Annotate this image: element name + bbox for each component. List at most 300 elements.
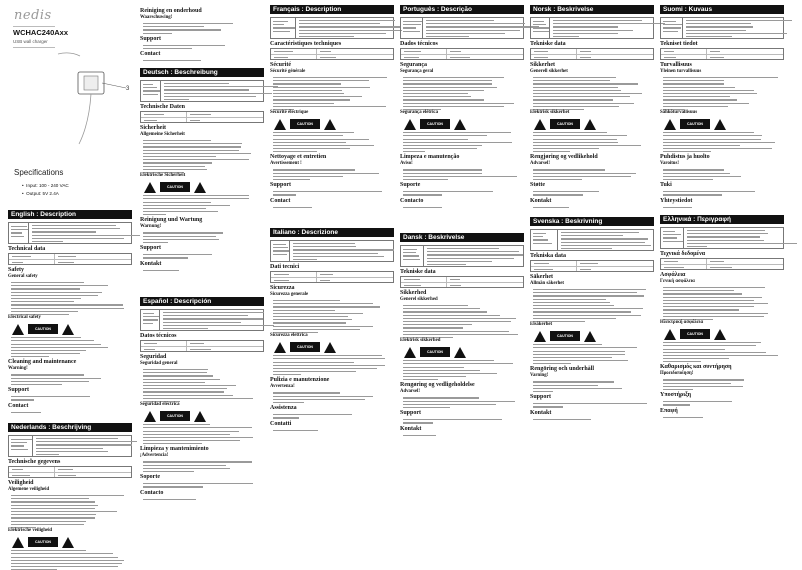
text-line xyxy=(561,242,645,243)
language-section-pt xyxy=(400,5,524,208)
text-line xyxy=(144,120,157,121)
warning-triangle-icon xyxy=(194,182,206,193)
text-line xyxy=(403,148,477,149)
text-line xyxy=(663,21,676,22)
text-line xyxy=(143,499,196,500)
text-line xyxy=(403,80,492,81)
text-line xyxy=(403,419,502,420)
technical-data-table xyxy=(660,48,784,60)
text-line xyxy=(11,292,102,293)
text-line xyxy=(273,142,346,143)
text-line xyxy=(427,258,514,259)
warning-triangle-icon xyxy=(144,411,156,422)
text-line xyxy=(533,347,637,348)
text-line xyxy=(143,23,233,24)
text-line xyxy=(293,253,378,254)
text-line xyxy=(580,263,598,264)
text-line xyxy=(663,401,732,402)
caution-box xyxy=(28,324,58,334)
function-list xyxy=(161,81,278,101)
text-line xyxy=(533,381,614,382)
text-line xyxy=(403,145,482,146)
text-line xyxy=(11,229,28,230)
text-line xyxy=(450,285,461,286)
product-subtitle: USB wall charger xyxy=(13,39,48,44)
text-line xyxy=(143,395,233,396)
text-line xyxy=(534,263,549,264)
text-line xyxy=(534,269,553,270)
warning-heading: Avvertenza! xyxy=(270,384,295,390)
language-section-fr xyxy=(270,5,394,208)
text-line xyxy=(403,24,421,25)
warning-triangle-icon xyxy=(274,119,286,130)
table-cell xyxy=(271,49,317,54)
spec-item: • Input: 100 - 240 VAC xyxy=(22,183,69,188)
text-line xyxy=(533,388,622,389)
general-safety-heading: Allmän säkerhet xyxy=(530,281,564,286)
text-line xyxy=(533,363,571,364)
text-line xyxy=(143,471,194,472)
text-line xyxy=(533,96,630,97)
warning-triangle-icon xyxy=(404,119,416,130)
text-line xyxy=(143,398,253,399)
text-line xyxy=(710,51,720,52)
text-line xyxy=(663,404,690,405)
table-cell xyxy=(55,473,76,478)
text-line xyxy=(403,334,518,335)
text-line xyxy=(427,254,523,255)
text-line xyxy=(273,306,380,307)
caution-box xyxy=(680,119,710,129)
caution-text: CAUTION xyxy=(427,350,443,355)
text-line xyxy=(299,33,387,34)
text-line xyxy=(11,295,98,296)
table-row xyxy=(271,278,393,283)
text-line xyxy=(580,57,591,58)
text-line xyxy=(36,451,108,452)
text-line xyxy=(663,169,724,170)
text-line xyxy=(299,30,402,31)
text-line xyxy=(403,331,509,332)
technical-data-heading: Technische gegevens xyxy=(8,459,61,465)
text-line xyxy=(553,30,632,31)
contact-heading: Kontakt xyxy=(530,197,552,204)
text-line xyxy=(663,77,778,78)
text-line xyxy=(143,60,201,61)
text-line xyxy=(404,285,421,286)
safety-heading: Seguridad xyxy=(140,354,167,360)
text-line xyxy=(533,295,644,296)
text-line xyxy=(36,448,103,449)
text-line xyxy=(663,87,735,88)
text-line xyxy=(143,33,172,34)
caution-text: CAUTION xyxy=(35,540,51,545)
text-line xyxy=(686,26,753,27)
text-line xyxy=(403,90,484,91)
text-line xyxy=(143,486,203,487)
text-line xyxy=(663,31,678,32)
table-cell xyxy=(661,259,707,264)
table-row xyxy=(661,265,783,270)
part-list xyxy=(401,18,423,38)
product-model: WCHAC240Axx xyxy=(13,28,69,37)
text-line xyxy=(663,24,682,25)
text-line xyxy=(274,51,293,52)
table-cell xyxy=(141,341,187,346)
text-line xyxy=(533,24,546,25)
text-line xyxy=(403,142,512,143)
text-line xyxy=(403,21,422,22)
text-line xyxy=(273,93,344,94)
description-table xyxy=(400,245,524,267)
text-line xyxy=(273,145,374,146)
cleaning-heading: Cleaning and maintenance xyxy=(8,359,77,366)
text-line xyxy=(143,369,208,370)
text-line xyxy=(299,20,395,21)
caution-box xyxy=(420,119,450,129)
caution-text: CAUTION xyxy=(167,414,183,419)
text-line xyxy=(11,353,80,354)
text-line xyxy=(533,142,618,143)
text-line xyxy=(320,57,336,58)
safety-heading: Sikkerhed xyxy=(400,290,427,296)
text-line xyxy=(553,20,642,21)
text-line xyxy=(144,343,157,344)
warning-triangle-icon xyxy=(62,537,74,548)
text-line xyxy=(663,173,730,174)
text-line xyxy=(663,237,677,238)
caution-text: CAUTION xyxy=(557,122,573,127)
text-line xyxy=(11,553,113,554)
technical-data-heading: Caractéristiques techniques xyxy=(270,41,342,47)
text-line xyxy=(143,440,240,441)
text-line xyxy=(164,83,229,84)
text-line xyxy=(273,194,296,195)
text-line xyxy=(143,214,166,215)
language-header: Svenska : Beskrivning xyxy=(530,217,654,226)
text-line xyxy=(273,99,350,100)
text-line xyxy=(273,207,312,208)
text-line xyxy=(663,207,692,208)
text-line xyxy=(11,347,108,348)
language-header: Suomi : Kuvaus xyxy=(660,5,784,14)
text-line xyxy=(426,20,493,21)
text-line xyxy=(164,96,256,97)
warning-triangle-icon xyxy=(714,119,726,130)
text-line xyxy=(143,257,188,258)
electrical-safety-heading: Electrical safety xyxy=(8,315,41,321)
table-cell xyxy=(9,254,55,259)
general-safety-heading: Segurança geral xyxy=(400,69,434,74)
text-line xyxy=(11,308,124,309)
table-cell xyxy=(317,49,331,54)
technical-data-table xyxy=(8,253,132,265)
caution-label xyxy=(144,181,264,193)
text-line xyxy=(533,135,627,136)
part-list xyxy=(661,228,684,248)
text-line xyxy=(533,179,582,180)
text-line xyxy=(32,225,116,226)
technical-data-heading: Dati tecnici xyxy=(270,264,300,270)
text-line xyxy=(143,153,251,154)
safety-heading: Veiligheid xyxy=(8,480,34,486)
safety-heading: Turvallisuus xyxy=(660,62,692,68)
support-heading: Support xyxy=(270,182,292,189)
caution-box xyxy=(550,119,580,129)
table-cell xyxy=(707,55,724,60)
text-line xyxy=(11,337,81,338)
description-table xyxy=(8,222,132,244)
table-cell xyxy=(55,254,76,259)
language-section-de xyxy=(140,68,264,271)
cleaning-heading: Reiniging en onderhoud xyxy=(140,8,202,14)
text-line xyxy=(663,417,703,418)
text-line xyxy=(663,379,744,380)
general-safety-heading: Yleinen turvallisuus xyxy=(660,69,702,74)
text-line xyxy=(687,246,707,247)
table-cell xyxy=(401,49,447,54)
text-line xyxy=(663,145,740,146)
text-line xyxy=(533,403,647,404)
electrical-safety-heading: Sicurezza elettrica xyxy=(270,333,308,339)
text-line xyxy=(663,386,743,387)
table-cell xyxy=(141,112,187,117)
text-line xyxy=(403,370,480,371)
text-line xyxy=(11,301,74,302)
text-line xyxy=(664,267,684,268)
text-line xyxy=(143,388,227,389)
text-line xyxy=(143,313,154,314)
contact-heading: Kontakt xyxy=(400,425,422,432)
language-header: Ελληνικά : Περιγραφή xyxy=(660,215,784,224)
text-line xyxy=(11,288,80,289)
text-line xyxy=(143,146,241,147)
text-line xyxy=(663,151,711,152)
divider xyxy=(13,26,55,27)
warning-heading: ¡Advertencia! xyxy=(140,453,169,459)
text-line xyxy=(427,264,466,265)
description-table xyxy=(660,17,784,39)
text-line xyxy=(686,23,751,24)
text-line xyxy=(12,256,31,257)
warning-heading: Advarsel! xyxy=(530,161,550,167)
text-line xyxy=(11,350,86,351)
text-line xyxy=(663,287,765,288)
text-line xyxy=(58,256,76,257)
text-line xyxy=(143,198,249,199)
warning-triangle-icon xyxy=(584,119,596,130)
table-row xyxy=(141,118,263,123)
text-line xyxy=(273,31,290,32)
text-line xyxy=(403,132,511,133)
text-line xyxy=(533,132,607,133)
text-line xyxy=(12,262,23,263)
spec-item: • Output: 5V 2.4A xyxy=(22,191,59,196)
warning-triangle-icon xyxy=(12,537,24,548)
text-line xyxy=(273,132,354,133)
text-line xyxy=(403,139,468,140)
warning-triangle-icon xyxy=(534,119,546,130)
warning-heading: Varning! xyxy=(530,373,549,379)
text-line xyxy=(561,245,651,246)
warning-triangle-icon xyxy=(12,324,24,335)
text-line xyxy=(273,374,301,375)
text-line xyxy=(450,279,460,280)
warning-heading: Varoitus! xyxy=(660,161,679,167)
text-line xyxy=(273,396,373,397)
caution-box xyxy=(160,182,190,192)
text-line xyxy=(533,176,631,177)
text-line xyxy=(427,248,499,249)
text-line xyxy=(663,132,754,133)
technical-data-table xyxy=(400,276,524,288)
electrical-safety-heading: Ηλεκτρική ασφάλεια xyxy=(660,320,704,326)
language-header: Deutsch : Beschreibung xyxy=(140,68,264,77)
text-line xyxy=(143,45,225,46)
text-line xyxy=(143,156,216,157)
text-line xyxy=(36,438,118,439)
text-line xyxy=(144,114,164,115)
text-line xyxy=(273,310,335,311)
text-line xyxy=(561,232,639,233)
text-line xyxy=(663,80,724,81)
general-safety-heading: Γενική ασφάλεια xyxy=(660,279,695,284)
caution-label xyxy=(664,118,784,130)
text-line xyxy=(534,57,548,58)
table-cell xyxy=(707,49,720,54)
caution-text: CAUTION xyxy=(297,122,313,127)
text-line xyxy=(36,454,60,455)
function-list xyxy=(160,310,274,330)
table-cell xyxy=(661,49,707,54)
text-line xyxy=(273,80,369,81)
text-line xyxy=(273,326,373,327)
text-line xyxy=(273,21,288,22)
text-line xyxy=(143,382,205,383)
text-line xyxy=(163,318,264,319)
text-line xyxy=(663,231,675,232)
text-line xyxy=(533,173,636,174)
text-line xyxy=(403,96,471,97)
text-line xyxy=(143,140,211,141)
text-line xyxy=(403,311,487,312)
text-line xyxy=(299,36,354,37)
cleaning-heading: Limpieza y mantenimiento xyxy=(140,446,209,453)
electrical-safety-heading: Elektrische veiligheid xyxy=(8,528,53,534)
text-line xyxy=(403,367,464,368)
text-line xyxy=(686,20,792,21)
text-line xyxy=(273,173,379,174)
table-cell xyxy=(447,55,470,60)
language-header: Español : Descripción xyxy=(140,297,264,306)
text-line xyxy=(403,87,497,88)
text-line xyxy=(533,194,583,195)
safety-heading: Ασφάλεια xyxy=(660,272,686,278)
text-line xyxy=(663,349,725,350)
table-cell xyxy=(9,467,55,472)
text-line xyxy=(143,205,230,206)
text-line xyxy=(273,303,373,304)
text-line xyxy=(403,404,496,405)
text-line xyxy=(143,319,158,320)
function-list xyxy=(29,223,140,243)
text-line xyxy=(533,77,616,78)
contact-heading: Contacto xyxy=(140,489,164,496)
electrical-safety-heading: Elektrisk sikkerhed xyxy=(400,338,441,344)
contact-heading: Kontakt xyxy=(140,260,162,267)
text-line xyxy=(403,106,504,107)
table-cell xyxy=(187,347,211,352)
text-line xyxy=(533,207,569,208)
brand-logo: nedis xyxy=(14,8,52,23)
support-heading: Støtte xyxy=(530,182,545,189)
table-cell xyxy=(271,278,317,283)
text-line xyxy=(273,300,340,301)
table-cell xyxy=(271,55,317,60)
text-line xyxy=(190,343,204,344)
function-list xyxy=(423,18,539,38)
table-row xyxy=(661,55,783,60)
caution-box xyxy=(290,119,320,129)
text-line xyxy=(533,99,613,100)
table-row xyxy=(401,55,523,60)
text-line xyxy=(403,135,487,136)
text-line xyxy=(533,357,612,358)
description-table xyxy=(8,435,132,457)
text-line xyxy=(403,360,494,361)
table-row xyxy=(141,347,263,352)
text-line xyxy=(533,302,610,303)
text-line xyxy=(293,249,394,250)
text-line xyxy=(533,21,544,22)
warning-heading: Προειδοποίηση! xyxy=(660,371,694,377)
text-line xyxy=(403,194,442,195)
text-line xyxy=(687,236,761,237)
text-line xyxy=(273,368,377,369)
text-line xyxy=(533,236,543,237)
text-line xyxy=(663,389,693,390)
caution-box xyxy=(290,342,320,352)
text-line xyxy=(143,162,212,163)
text-line xyxy=(663,93,757,94)
text-line xyxy=(293,243,355,244)
electrical-safety-heading: Sécurité électrique xyxy=(270,110,309,116)
text-line xyxy=(143,236,216,237)
text-line xyxy=(164,99,189,100)
technical-data-table xyxy=(140,111,264,123)
text-line xyxy=(143,483,253,484)
text-line xyxy=(403,83,492,84)
text-line xyxy=(273,83,341,84)
text-line xyxy=(403,435,436,436)
table-row xyxy=(401,283,523,288)
text-line xyxy=(663,142,775,143)
general-safety-heading: Generel sikkerhed xyxy=(400,297,438,302)
text-line xyxy=(273,322,346,323)
text-line xyxy=(663,355,778,356)
support-heading: Support xyxy=(140,245,162,252)
text-line xyxy=(273,254,287,255)
text-line xyxy=(686,36,732,37)
text-line xyxy=(663,194,722,195)
warning-triangle-icon xyxy=(454,347,466,358)
text-line xyxy=(710,57,724,58)
language-header: Nederlands : Beschrijving xyxy=(8,423,132,432)
table-row xyxy=(531,267,653,272)
text-line xyxy=(533,148,599,149)
general-safety-heading: Allgemeine Sicherheit xyxy=(140,132,185,137)
caution-box xyxy=(550,331,580,341)
